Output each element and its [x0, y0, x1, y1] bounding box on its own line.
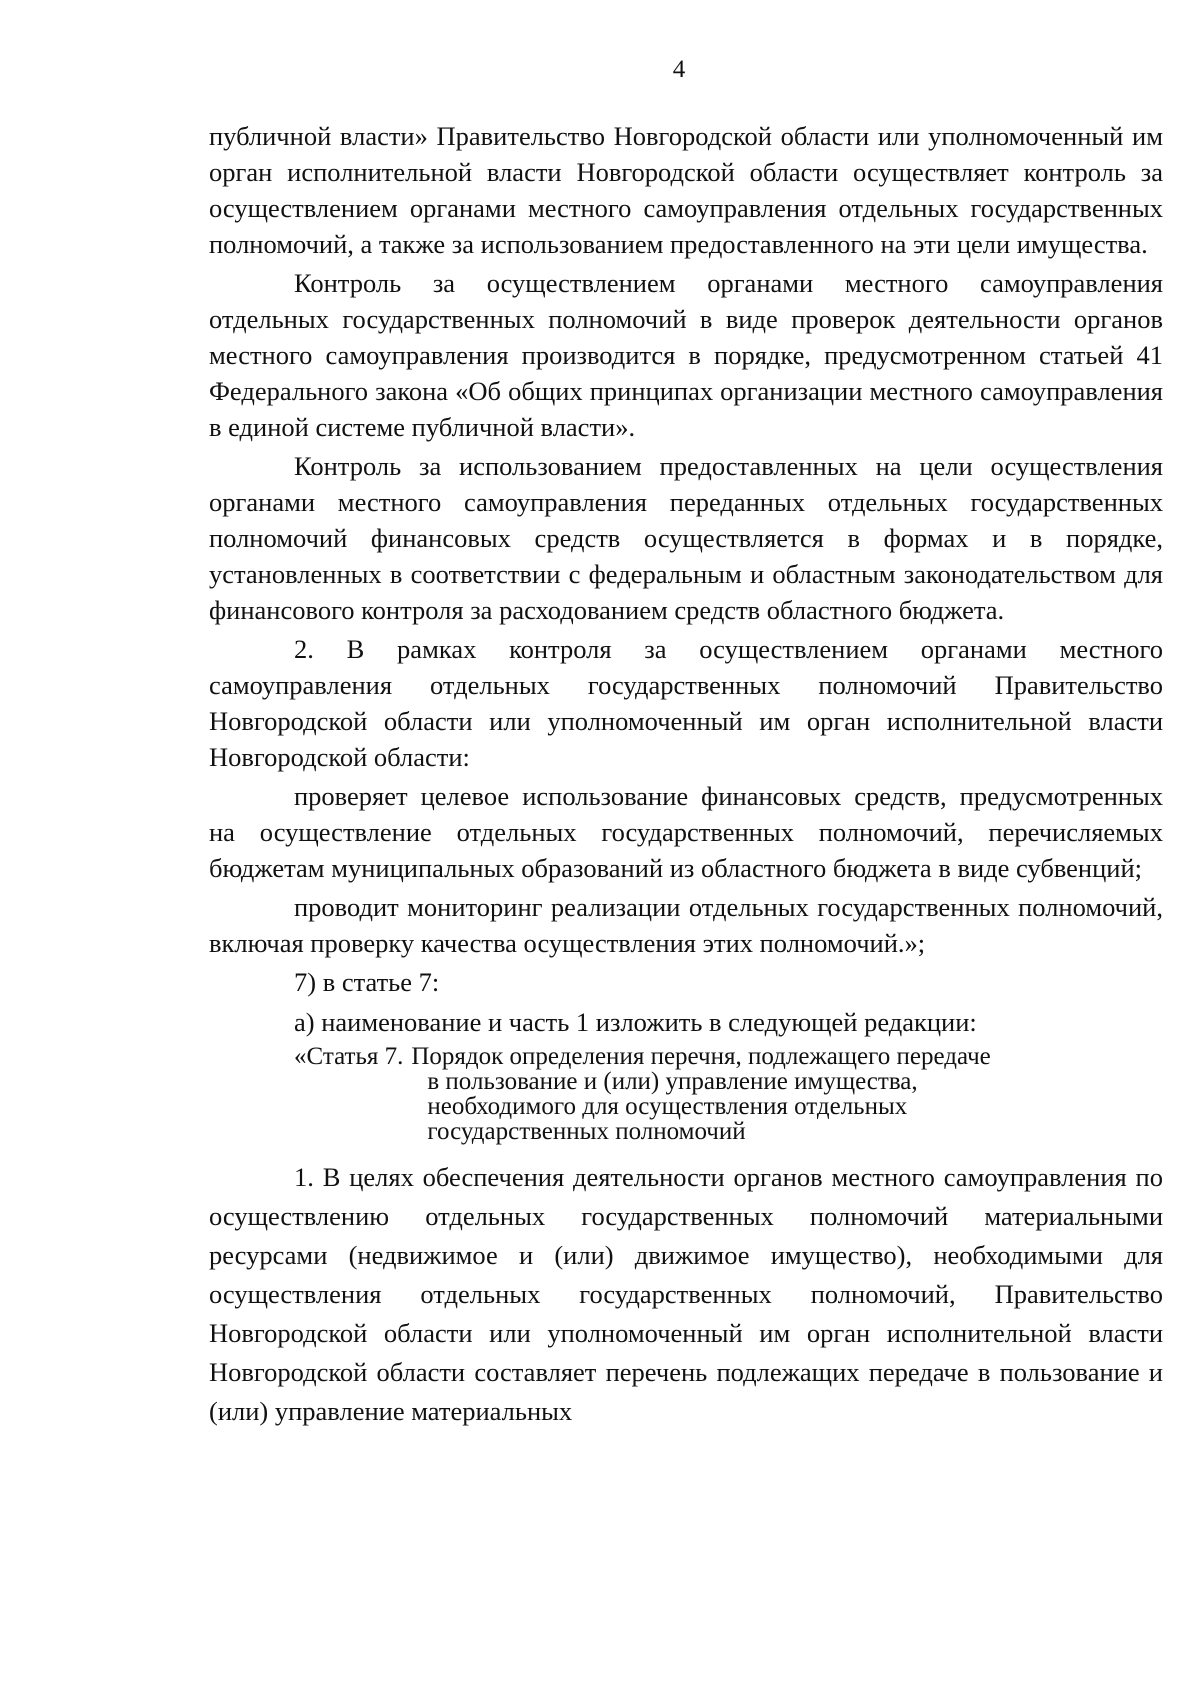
paragraph-control-intro: публичной власти» Правительство Новгородской области или уполномоченный им орган исполнительной власти Новгородской области осуществляет контроль за осуществлением органами местного самоуправления отдельных государственных полномочий, а также за использованием предоставленного на эти цели имущества.: [209, 121, 1163, 259]
paragraph-item-2: 2. В рамках контроля за осуществлением органами местного самоуправления отдельных государственных полномочий Правительство Новгородской области или уполномоченный им орган исполнительной власти Новгородской области:: [209, 634, 1163, 772]
paragraph-checks-funds: проверяет целевое использование финансовых средств, предусмотренных на осуществление отдельных государственных полномочий, перечисляемых бюджетам муниципальных образований из областного бюджета в виде субвенций;: [209, 781, 1163, 883]
paragraph-control-inspections: Контроль за осуществлением органами местного самоуправления отдельных государственных полномочий в виде проверок деятельности органов местного самоуправления производится в порядке, предусмотренном статьей 41 Федерального закона «Об общих принципах организации местного самоуправления в единой системе публичной власти».: [209, 268, 1163, 442]
paragraph-subitem-a: а) наименование и часть 1 изложить в следующей редакции:: [294, 1007, 977, 1037]
article-title-line: в пользование и (или) управление имущества,: [427, 1068, 918, 1095]
article-title: [403, 1044, 1163, 1144]
document-body: [209, 118, 1163, 1434]
paragraph-control-finance: Контроль за использованием предоставленных на цели осуществления органами местного самоуправления переданных отдельных государственных полномочий финансовых средств осуществляется в формах и в порядке, установленных в соответствии с федеральным и областным законодательством для финансового контроля за расходованием средств областного бюджета.: [209, 451, 1163, 625]
page-number: 4: [672, 56, 686, 83]
article-title-line: Порядок определения перечня, подлежащего передаче: [411, 1043, 991, 1070]
article-title-line: государственных полномочий: [427, 1118, 746, 1145]
article-number: «Статья 7.: [294, 1043, 404, 1070]
article-heading: [209, 1044, 1163, 1144]
paragraph-article-7-part-1: 1. В целях обеспечения деятельности органов местного самоуправления по осуществлению отдельных государственных полномочий материальными ресурсами (недвижимое и (или) движимое имущество), необходимыми для осуществления отдельных государственных полномочий, Правительство Новгородской области или уполномоченный им орган исполнительной власти Новгородской области составляет перечень подлежащих передаче в пользование и (или) управление материальных: [209, 1162, 1163, 1426]
paragraph-article-7-amend: 7) в статье 7:: [294, 967, 440, 997]
paragraph-monitoring: проводит мониторинг реализации отдельных государственных полномочий, включая проверку качества осуществления этих полномочий.»;: [209, 892, 1163, 958]
article-title-line: необходимого для осуществления отдельных: [427, 1093, 908, 1120]
